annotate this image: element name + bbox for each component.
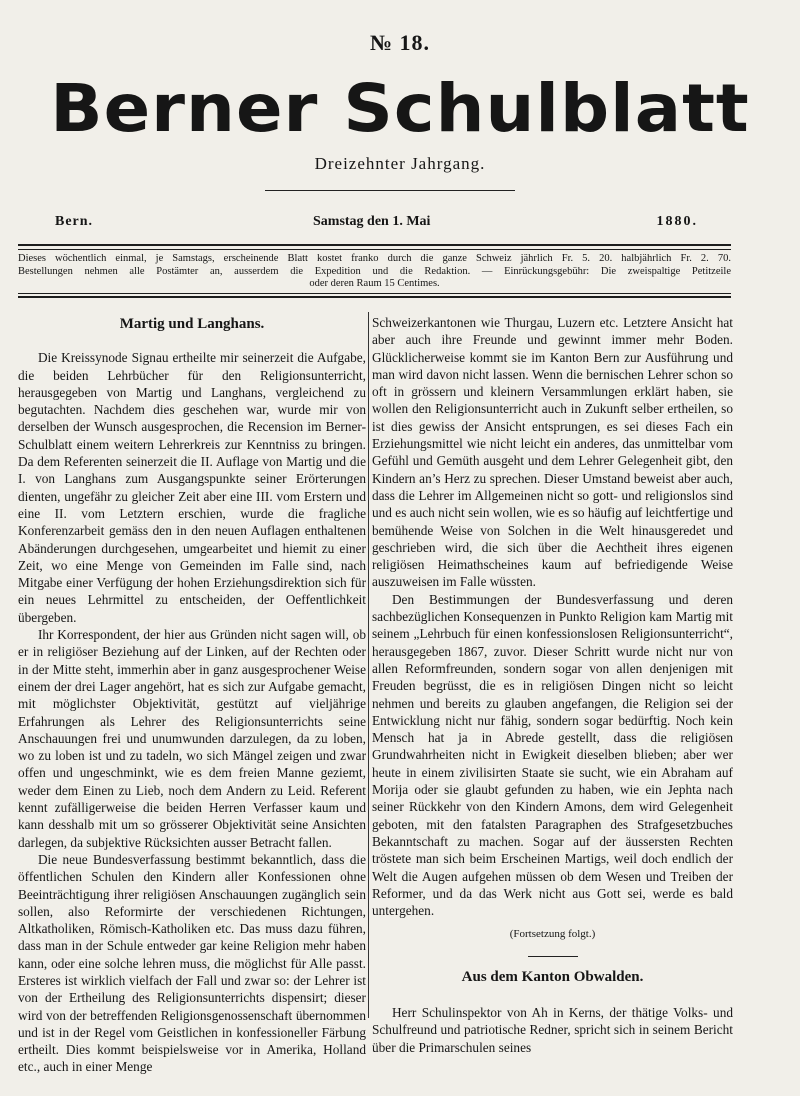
article-paragraph: Den Bestimmungen der Bundesverfassung und deren sachbezüglichen Konsequenzen in Punkto Religion kam Martig mit seinem „Lehrbuch für einen konfessionslosen Religionsunterricht“, herausgegeben 1867, zuvor. Dieser Schritt wurde nicht nur von allen Reformfreunden, sondern sogar von allen denjenigen mit Freuden begrüsst, die es in religiösen Dingen nicht so leicht nehmen und bereits zu glauben angefangen, die Religion sei der Entwicklung nicht nur fähig, sondern sogar bedürftig. Noch kein Mensch hat ja in Abrede gestellt, dass die religiösen Grundwahrheiten nicht in Ewigkeit dieselben blieben; aber wer heute in einem zivilisirten Staate sie sucht, wie ein Abraham auf Morija oder sie glaubt gefunden zu haben, wie ein Jephta nach seiner Rückkehr von den Kindern Amons, dem wird Gelegenheit geboten, mit den fatalsten Paragraphen des Strafgesetzbuches Bekanntschaft zu machen. Sogar auf der äussersten Rechten tröstete man sich beim Erscheinen Martigs, weil doch endlich der Welt die Augen aufgehen müssen ob dem Wesen und Treiben der Reformer, und da das Werk nicht aus Gott sei, werde es bald untergehen. <box>372 591 733 919</box>
volume-subtitle: Dreizehnter Jahrgang. <box>314 154 486 173</box>
dateline-year: 1880. <box>656 214 698 229</box>
notice-bottom-rule-thick <box>18 296 731 298</box>
article-paragraph: Die neue Bundesverfassung bestimmt bekanntlich, dass die öffentlichen Schulen den Kindern aller Konfessionen ohne Beeinträchtigung ihrer religiösen Anschauungen zugänglich sein sollen, also Reformirte der verschiedenen Richtungen, Altkatholiken, Römisch-Katholiken etc. Das muss dazu führen, dass man in der Schule entweder gar keine Religion mehr haben kann, oder eine solche lehren muss, die möglichst für Alle passt. Ersteres ist wirklich vielfach der Fall und zwar so: der Lehrer ist von der Ertheilung des Religionsunterrichts dispensirt; dieser wird von der betreffenden Religionsgenossenschaft übernommen und ist in der Regel vom Geistlichen in konfessioneller Färbung ertheilt. Dies kommt beispielsweise vor in Amerika, Holland etc., auch in einer Menge <box>18 851 366 1075</box>
notice-top-rule-thick <box>18 244 731 246</box>
article-paragraph: Herr Schulinspektor von Ah in Kerns, der thätige Volks- und Schulfreund und patriotische Redner, spricht sich in seinem Bericht über die Primarschulen seines <box>372 1004 733 1055</box>
notice-bottom-rule-thin <box>18 293 731 294</box>
article-paragraph: Die Kreissynode Signau ertheilte mir seinerzeit die Aufgabe, die beiden Lehrbücher für den Religionsunterricht, herausgegeben von Martig und Langhans, vergleichend zu begutachten. Nachdem dies geschehen war, wurde mir von derselben der Wunsch ausgesprochen, die Recension im Berner-Schulblatt einem weitern Lehrerkreis zur Kenntniss zu bringen. Da dem Referenten seinerzeit die II. Auflage von Martig und die I. von Langhans zum Ausgangspunkte seiner Erörterungen dienten, ungefähr zu gleicher Zeit aber eine III. vom Erstern und eine II. vom Letztern erschien, wurde die fragliche Konferenzarbeit gemäss den in den neuen Auflagen enthaltenen Abänderungen durchgesehen, umgearbeitet und hiemit zu einer Zeit, wo eine Menge von Gemeinden im Falle sind, nach Mitgabe einer Verfügung der hohen Erziehungsdirektion sich für ein neues Lehrmittel zu entscheiden, der Oeffentlichkeit übergeben. <box>18 350 366 625</box>
column-divider <box>368 312 369 1018</box>
notice-line-3: oder deren Raum 15 Centimes. <box>309 278 440 289</box>
issue-number: № 18. <box>369 30 431 55</box>
article-paragraph: Ihr Korrespondent, der hier aus Gründen nicht sagen will, ob er in religiöser Beziehung auf der Linken, auf der Rechten oder in der Mitte steht, immerhin aber in ganz ausgesprochener Weise einem der drei Lager angehört, hat es sich zur Aufgabe gemacht, mit möglichster Objektivität, gestützt auf vieljährige Erfahrungen als Lehrer des Religionsunterrichts seine Anschauungen frei und unumwunden darzulegen, da zu loben, wo zu loben ist und zu tadeln, wo sich Mängel zeigen und zwar offen und ungeschminkt, wie es dem freien Manne geziemt, weder dem Einen zu Lieb, noch dem Andern zu Leid. Referent kennt zufälligerweise die beiden Herren Verfasser kaum und kann desshalb mit um so grösserer Objektivität seine Ansichten darlegen, da subjektive Rücksichten ausser Betracht fallen. <box>18 627 366 850</box>
notice-line-1: Dieses wöchentlich einmal, je Samstags, erscheinende Blatt kostet franko durch die ganze Schweiz jährlich Fr. 5. 20. halbjährlich Fr. 2. 70. <box>18 253 731 264</box>
masthead-rule <box>265 190 515 191</box>
notice-line-2: Bestellungen nehmen alle Postämter an, ausserdem die Expedition und die Redaktion. — Einrückungsgebühr: Die zweispaltige Petitzeile <box>18 265 731 277</box>
dateline <box>55 214 698 236</box>
article-title-obwalden: Aus dem Kanton Obwalden. <box>461 968 644 985</box>
dateline-place: Bern. <box>55 214 94 229</box>
article-title-martig: Martig und Langhans. <box>119 316 265 332</box>
subscription-notice <box>18 253 731 291</box>
continued-note: (Fortsetzung folgt.) <box>509 928 596 941</box>
article-paragraph: Schweizerkantonen wie Thurgau, Luzern etc. Letztere Ansicht hat aber auch ihre Freunde und gewinnt immer mehr Boden. Glücklicherweise kommt sie im Kanton Bern zur Ausführung und man wird davon nicht lassen. Wenn die bernischen Lehrer schon so oft in grössern und kleinern Versammlungen erklärt haben, sie wollen den Religionsunterricht auch in Zukunft selber ertheilen, so ist dies gewiss der Ansicht entsprungen, es sei dieses Fach ein Erziehungsmittel wie nicht leicht ein anderes, das unmittelbar vom Gefühl und Gemüth ausgeht und dem Lehrer Gelegenheit gibt, den Kindern an’s Herz zu sprechen. Dieser Umstand beweist aber auch, dass die Lehrer im Allgemeinen nicht so gott- und religionslos sind und es auch nicht sein wollen, wie es so häufig auf leichtfertige und bemühende Weise von Solchen in die Welt hinausgeredet und geschrieben wird, die sich über die Aechtheit ihres eigenen religiösen Heimathscheines kaum auf befriedigende Weise auszuweisen im Falle wüssten. <box>372 315 733 590</box>
dateline-date: Samstag den 1. Mai <box>313 214 431 229</box>
notice-top-rule-thin <box>18 249 731 250</box>
masthead-title: Berner Schulblatt <box>50 70 750 147</box>
article-separator <box>528 956 578 957</box>
left-column <box>18 314 366 1076</box>
right-column <box>372 314 733 1056</box>
